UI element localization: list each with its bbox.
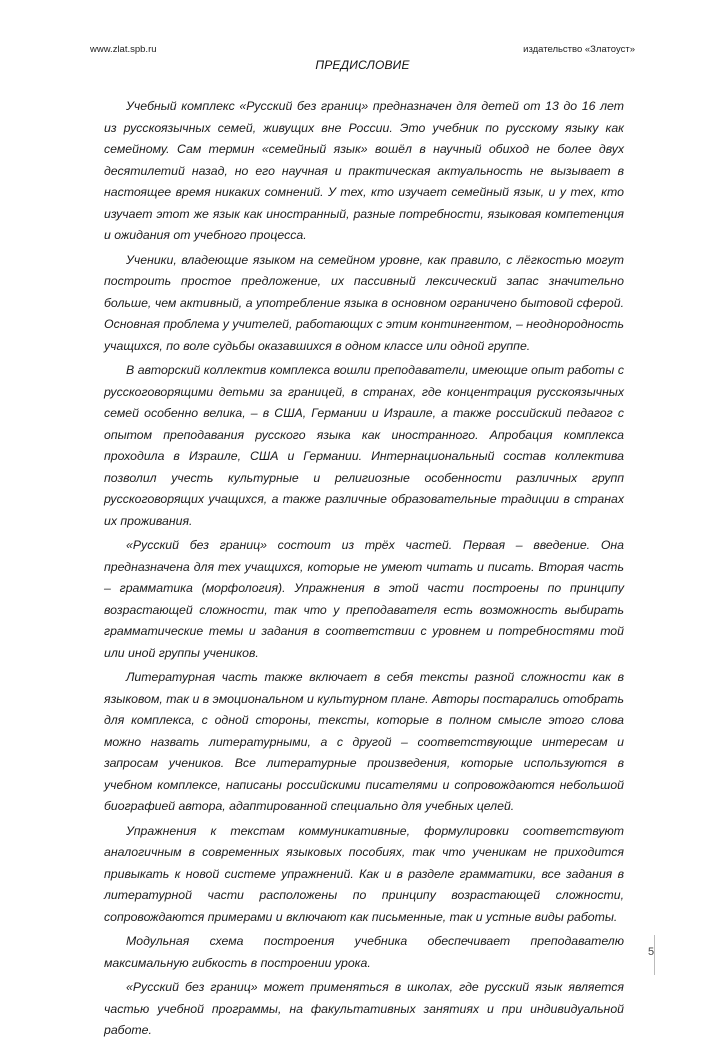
header-publisher: издательство «Златоуст»: [523, 44, 635, 55]
body-text: [104, 96, 624, 1045]
page-title: ПРЕДИСЛОВИЕ: [315, 58, 410, 72]
paragraph-5: Литературная часть также включает в себя тексты разной сложности как в языковом, так и в эмоциональном и культурном плане. Авторы постарались отобрать для комплекса, с одной стороны, тексты, которые в полном смысле этого слова можно назвать литературными, а с другой – соответствующие интересам и запросам учеников. Все литературные произведения, которые используются в учебном комплексе, написаны российскими писателями и сопровождаются небольшой биографией автора, адаптированной специально для учебных целей.: [104, 670, 624, 813]
page-number-rule: [654, 935, 655, 975]
paragraph-3: В авторский коллектив комплекса вошли преподаватели, имеющие опыт работы с русскоговорящими детьми за границей, в странах, где концентрация русскоязычных семей особенно велика, – в США, Германии и Израиле, а также российский педагог с опытом преподавания русского языка как иностранного. Апробация комплекса проходила в Израиле, США и Германии. Интернациональный состав коллектива позволил учесть культурные и религиозные особенности различных групп русскоговорящих учащихся, а также различные образовательные традиции в странах их проживания.: [104, 363, 624, 528]
paragraph-7: Модульная схема построения учебника обеспечивает преподавателю максимальную гибкость в построении урока.: [104, 934, 624, 970]
header-website: www.zlat.spb.ru: [90, 44, 157, 55]
paragraph-2: Ученики, владеющие языком на семейном уровне, как правило, с лёгкостью могут построить простое предложение, их пассивный лексический запас значительно больше, чем активный, а употребление языка в основном ограничено бытовой сферой. Основная проблема у учителей, работающих с этим контингентом, – неоднородность учащихся, по воле судьбы оказавшихся в одном классе или одной группе.: [104, 252, 624, 353]
paragraph-1: Учебный комплекс «Русский без границ» предназначен для детей от 13 до 16 лет из русскоязычных семей, живущих вне России. Это учебник по русскому языку как семейному. Сам термин «семейный язык» вошёл в научный обиход не более двух десятилетий назад, но его научная и практическая актуальность не вызывает в настоящее время никаких сомнений. У тех, кто изучает семейный язык, и у тех, кто изучает этот же язык как иностранный, разные потребности, языковая компетенция и ожидания от учебного процесса.: [104, 99, 624, 242]
paragraph-6: Упражнения к текстам коммуникативные, формулировки соответствуют аналогичным в современных языковых пособиях, так что ученикам не приходится привыкать к новой системе упражнений. Как и в разделе грамматики, все задания в литературной части расположены по принципу возрастающей сложности, сопровождаются примерами и включают как письменные, так и устные виды работы.: [104, 823, 624, 924]
page-number: 5: [648, 946, 655, 958]
paragraph-4: «Русский без границ» состоит из трёх частей. Первая – введение. Она предназначена для тех учащихся, которые не умеют читать и писать. Вторая часть – грамматика (морфология). Упражнения в этой части построены по принципу возрастающей сложности, так что у преподавателя есть возможность выбирать грамматические темы и задания в соответствии с уровнем и потребностями той или иной группы учеников.: [104, 538, 624, 660]
paragraph-8: «Русский без границ» может применяться в школах, где русский язык является частью учебной программы, на факультативных занятиях и при индивидуальной работе.: [104, 980, 624, 1037]
